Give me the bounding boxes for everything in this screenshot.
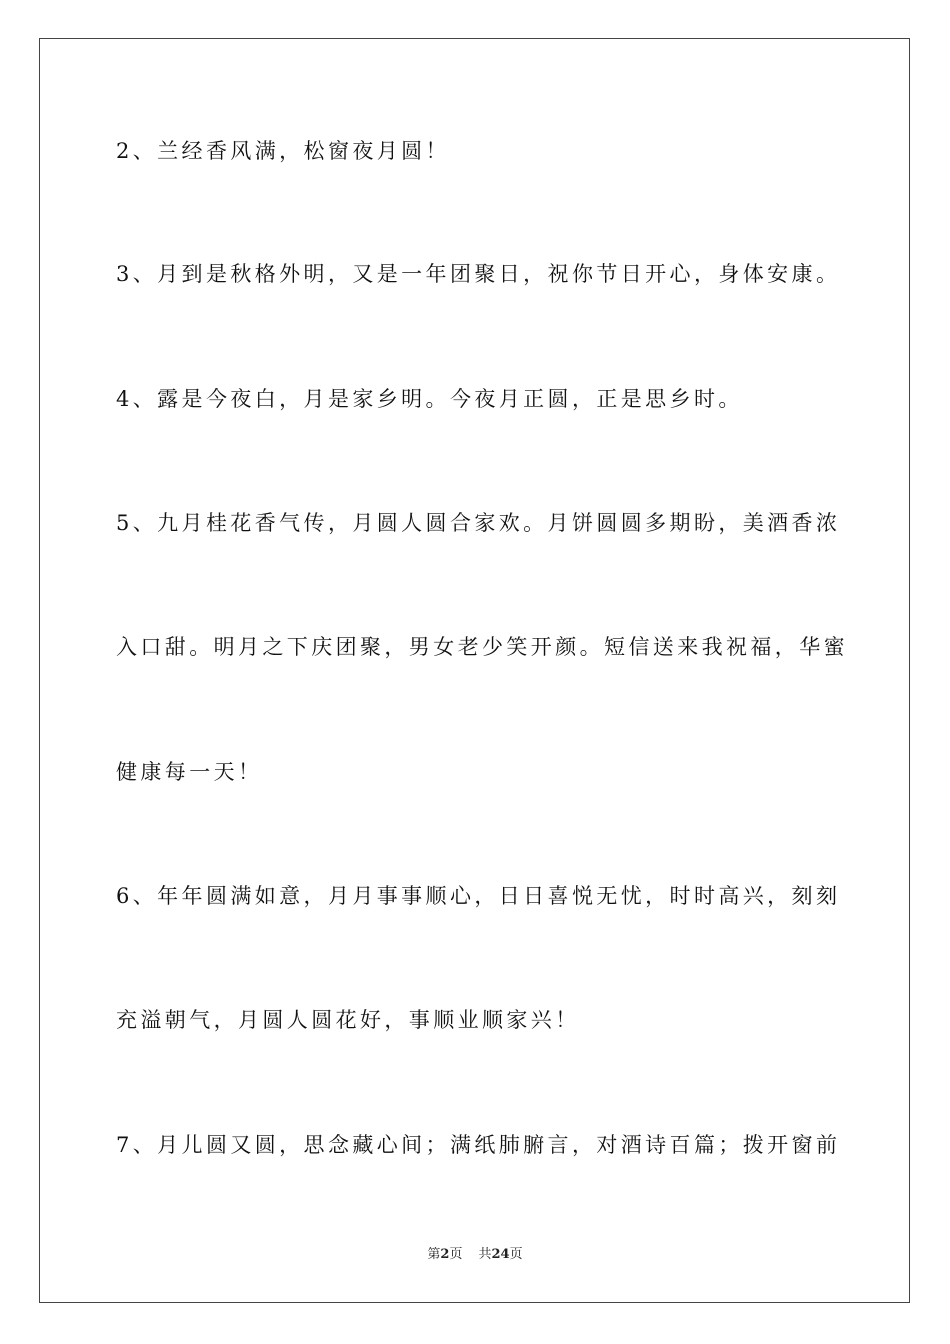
text-line-2: 3、月到是秋格外明，又是一年团聚日，祝你节日开心，身体安康。 [116, 262, 841, 286]
current-page-number: 2 [440, 1247, 450, 1262]
text-line-4: 5、九月桂花香气传，月圆人圆合家欢。月饼圆圆多期盼，美酒香浓 [116, 511, 841, 535]
text-line-3: 4、露是今夜白，月是家乡明。今夜月正圆，正是思乡时。 [116, 387, 743, 411]
footer-page-suffix: 页 [449, 1247, 463, 1262]
text-line-1: 2、兰经香风满，松窗夜月圆！ [116, 139, 450, 163]
page-footer [0, 1246, 950, 1264]
total-page-count: 24 [491, 1247, 510, 1262]
text-line-8: 充溢朝气，月圆人圆花好，事顺业顺家兴！ [116, 1008, 580, 1032]
text-line-9: 7、月儿圆又圆，思念藏心间；满纸肺腑言，对酒诗百篇；拨开窗前 [116, 1133, 841, 1157]
text-line-7: 6、年年圆满如意，月月事事顺心，日日喜悦无忧，时时高兴，刻刻 [116, 884, 841, 908]
footer-total-suffix: 页 [509, 1247, 523, 1262]
text-line-6: 健康每一天！ [116, 760, 263, 784]
footer-total-prefix: 共 [478, 1247, 492, 1262]
page-border [39, 38, 910, 1303]
footer-prefix: 第 [427, 1247, 441, 1262]
text-line-5: 入口甜。明月之下庆团聚，男女老少笑开颜。短信送来我祝福，华蜜 [116, 635, 848, 659]
